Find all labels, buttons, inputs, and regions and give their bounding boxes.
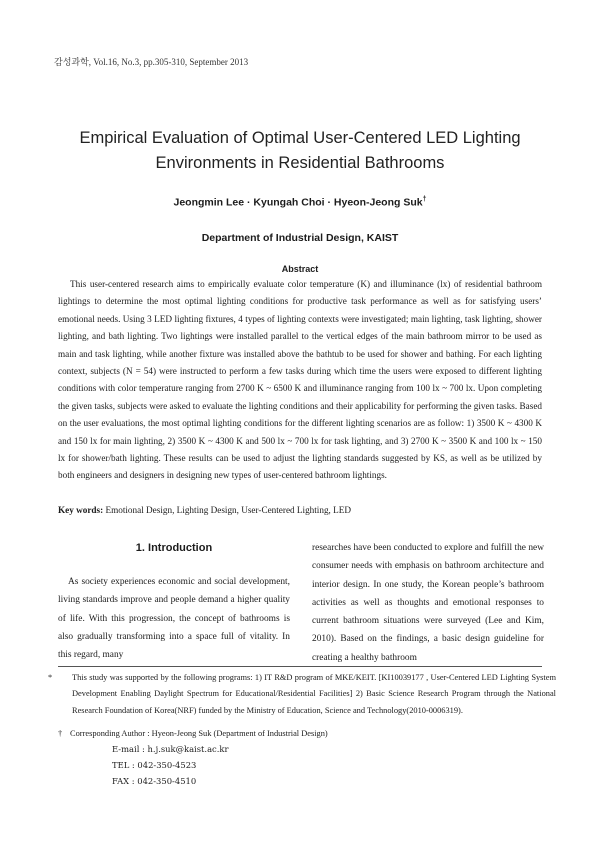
contact-phone: TEL : 042-350-4523 [112, 760, 197, 770]
footnote-divider [58, 666, 542, 667]
footnote-dagger-mark: † [58, 729, 63, 738]
section-heading-introduction: 1. Introduction [135, 542, 213, 554]
author-names: Jeongmin Lee · Kyungah Choi · Hyeon-Jeong Suk [173, 196, 423, 209]
footnote-funding [48, 670, 556, 719]
footnote-corresponding-author [58, 726, 542, 742]
footnote-corresponding-author-text: Corresponding Author : Hyeon-Jeong Suk (Department of Industrial Design) [70, 729, 328, 738]
keywords-list: Emotional Design, Lighting Design, User-Centered Lighting, LED [105, 505, 352, 515]
contact-email[interactable]: E-mail : h.j.suk@kaist.ac.kr [112, 744, 229, 754]
keywords-label: Key words: [58, 505, 104, 515]
introduction-right-column: researches have been conducted to explore and fulfill the new consumer needs with emphasis on bathroom architecture and interior design. In one study, the Korean people’s bathroom activities as well as thoughts and emotional responses to current bathroom situations were surveyed (Lee and Kim, 2010). Based on the findings, a basic design guideline for creating a healthy bathroom [312, 543, 544, 663]
author-list [40, 196, 560, 209]
footnote-funding-text: This study was supported by the following programs: 1) IT R&D program of MKE/KEIT. [KI10039177 , User-Centered LED Lighting System Development Enabling Daylight Spectrum for Educational/Residential Facilities] 2) Basic Science Research Program through the National Research Foundation of Korea(NRF) funded by the Ministry of Education, Science and Technology(2010-0006319). [72, 673, 556, 715]
abstract-body: This user-centered research aims to empirically evaluate color temperature (K) and illuminance (lx) of residential bathroom lightings to determine the most optimal lighting conditions for productive task performance as well as for satisfying users’ emotional needs. Using 3 LED lighting fixtures, 4 types of lighting contexts were investigated; main lighting, task lighting, shower lighting, and bath lighting. Two lightings were installed parallel to the vertical edges of the main bathroom mirror to be used as main and task lighting, while another fixture was installed above the bathtub to be used for shower and bathing. For each lighting context, subjects (N = 54) were instructed to perform a few tasks during which time the users were exposed to different lighting conditions with color temperature ranging from 2700 K ~ 6500 K and illuminance ranging from 100 lx ~ 700 lx. Upon completing the given tasks, subjects were asked to evaluate the lighting conditions and their applicability for performing the given tasks. Based on the user evaluations, the most optimal lighting conditions for the different lighting scenarios are as follow: 1) 3500 K ~ 4300 K and 150 lx for main lighting, 2) 3500 K ~ 4300 K and 500 lx ~ 700 lx for task lighting, and 3) 2700 K ~ 3500 K and 100 lx ~ 150 lx for shower/bath lighting. These results can be used to adjust the lighting standards suggested by KS, as well as be utilized by both engineers and designers in designing new types of user-centered bathroom lightings. [58, 279, 542, 481]
abstract-heading: Abstract [281, 264, 319, 274]
contact-fax: FAX : 042-350-4510 [112, 776, 197, 786]
corresponding-author-mark: † [422, 196, 427, 203]
introduction-left-column: As society experiences economic and social development, living standards improve and people demand a higher quality of life. With this progression, the concept of bathrooms is also gradually transforming into a space full of vitality. In this regard, many [58, 577, 290, 661]
affiliation: Department of Industrial Design, KAIST [201, 232, 399, 244]
paper-title-line-2: Environments in Residential Bathrooms [155, 154, 445, 172]
paper-title-line-1: Empirical Evaluation of Optimal User-Centered LED Lighting [79, 129, 521, 147]
paper-title [40, 126, 560, 176]
journal-citation: 감성과학, Vol.16, No.3, pp.305-310, September 2013 [54, 57, 249, 67]
keywords [58, 502, 542, 519]
footnote-asterisk-mark: * [48, 673, 53, 682]
